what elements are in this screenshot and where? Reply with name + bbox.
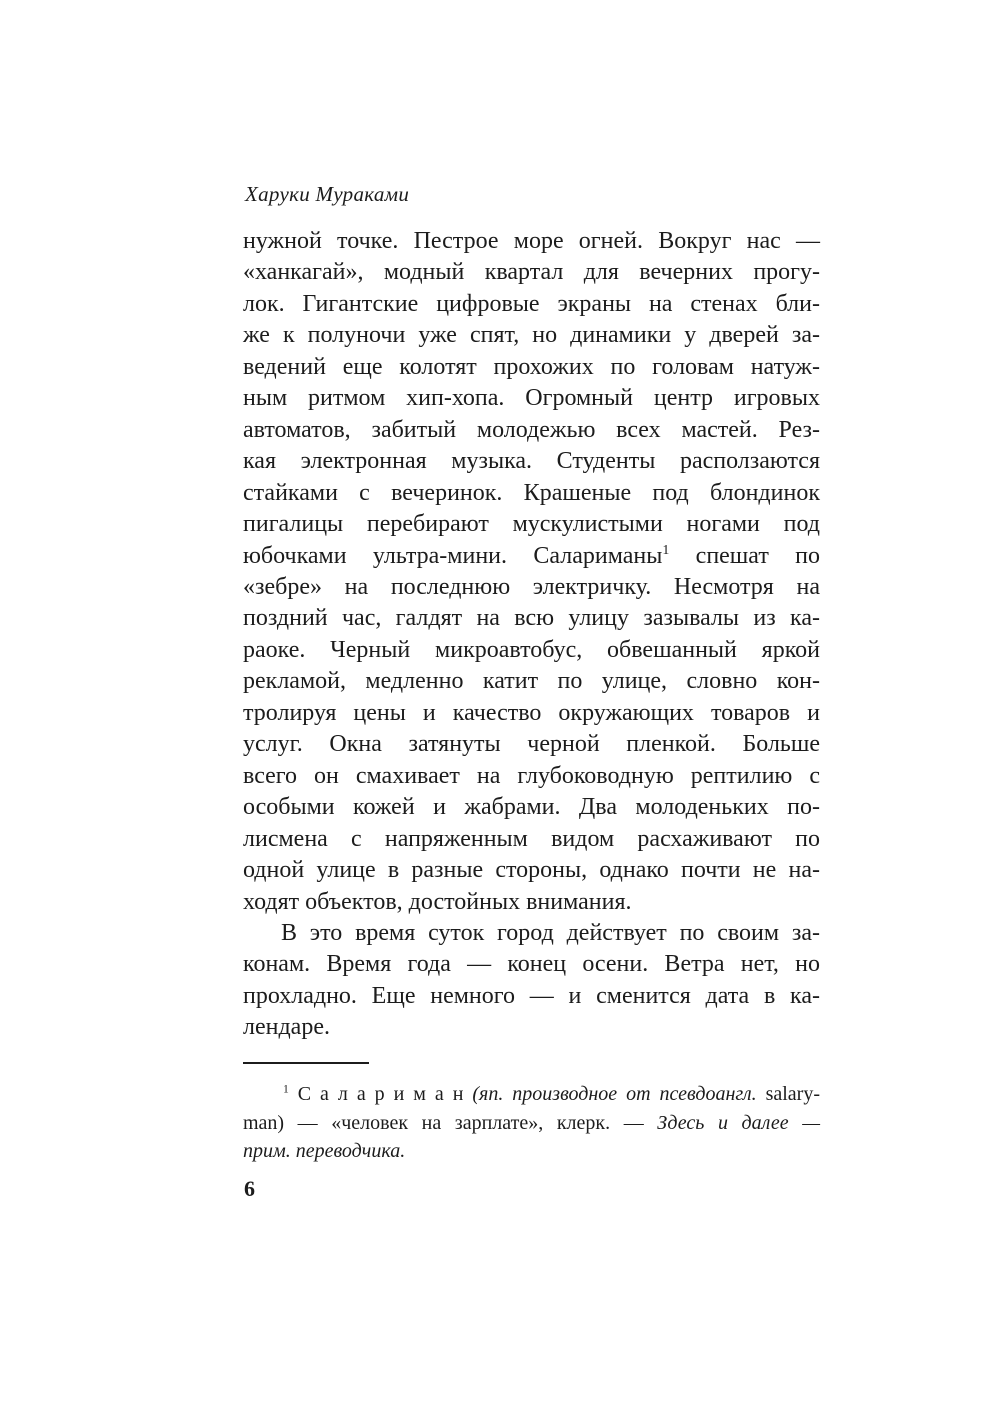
text-segment: ным ритмом хип-хопа. Огромный центр игровых <box>243 385 820 412</box>
text-line <box>243 352 820 383</box>
body-text-block <box>243 226 820 1044</box>
text-line <box>243 981 820 1012</box>
text-segment: же к полуночи уже спят, но динамики у дверей за- <box>243 322 820 349</box>
text-line <box>243 226 820 257</box>
text-segment: кая электронная музыка. Студенты расползаются <box>243 448 820 475</box>
text-segment: тролируя цены и качество окружающих товаров и <box>243 699 820 726</box>
text-segment: man) — «человек на зарплате», клерк. — <box>243 1111 658 1134</box>
text-line <box>243 792 820 823</box>
text-segment: стайками с вечеринок. Крашеные под блондинок <box>243 479 820 506</box>
text-segment: рекламой, медленно катит по улице, словно кон- <box>243 668 820 695</box>
text-segment: одной улице в разные стороны, однако почти не на- <box>243 857 820 884</box>
text-segment: особыми кожей и жабрами. Два молоденьких по- <box>243 794 820 821</box>
text-line <box>243 572 820 603</box>
footnote-block <box>243 1080 820 1166</box>
text-segment: ходят объектов, достойных внимания. <box>243 888 632 915</box>
text-line <box>243 698 820 729</box>
text-segment: пигалицы перебирают мускулистыми ногами под <box>243 511 820 538</box>
text-segment: С а л а р и м а н <box>288 1083 473 1105</box>
text-line <box>243 887 820 918</box>
text-line <box>243 824 820 855</box>
text-line <box>243 257 820 288</box>
text-segment: спешат по <box>669 542 820 569</box>
text-line <box>243 478 820 509</box>
text-segment: поздний час, галдят на всю улицу зазывалы из ка- <box>243 605 820 632</box>
text-line <box>243 603 820 634</box>
text-segment: прохладно. Еще немного — и сменится дата в ка- <box>243 982 820 1009</box>
text-segment: раоке. Черный микроавтобус, обвешанный яркой <box>243 636 820 663</box>
text-segment: salary- <box>756 1083 820 1105</box>
text-line <box>243 761 820 792</box>
text-segment: (яп. производное от псевдоангл. <box>472 1083 757 1105</box>
text-line <box>243 666 820 697</box>
text-segment: «зебре» на последнюю электричку. Несмотря на <box>243 573 820 600</box>
text-line <box>243 289 820 320</box>
text-segment: автоматов, забитый молодежью всех мастей. Рез- <box>243 416 820 443</box>
text-segment: прим. переводчика. <box>243 1140 406 1163</box>
running-head-author: Харуки Мураками <box>245 182 410 206</box>
text-line <box>243 415 820 446</box>
text-segment: услуг. Окна затянуты черной пленкой. Больше <box>243 731 820 758</box>
text-line <box>243 1109 820 1138</box>
text-segment: нужной точке. Пестрое море огней. Вокруг нас — <box>243 228 820 254</box>
text-line <box>243 383 820 414</box>
text-line <box>243 446 820 477</box>
text-line <box>243 855 820 886</box>
text-segment: Здесь и далее — <box>657 1111 820 1134</box>
text-line <box>243 1137 820 1166</box>
text-line <box>243 949 820 980</box>
text-line <box>243 1012 820 1043</box>
text-line <box>243 320 820 351</box>
text-line <box>243 635 820 666</box>
footnote-reference-superscript: 1 <box>283 1082 289 1096</box>
text-line <box>243 1080 820 1109</box>
text-line <box>243 918 820 949</box>
footnote-reference-superscript: 1 <box>662 542 670 558</box>
text-segment: лок. Гигантские цифровые экраны на стенах бли- <box>243 290 820 317</box>
text-line <box>243 509 820 540</box>
text-line <box>243 729 820 760</box>
page-number: 6 <box>244 1176 255 1201</box>
text-segment: юбочками ультра-мини. Салариманы <box>243 542 663 569</box>
text-segment: лисмена с напряженным видом расхаживают по <box>243 825 820 852</box>
text-segment: лендаре. <box>243 1014 330 1041</box>
text-segment: ведений еще колотят прохожих по головам натуж- <box>243 353 820 380</box>
footnote-separator-rule <box>243 1062 369 1064</box>
text-segment: всего он смахивает на глубоководную рептилию с <box>243 762 820 789</box>
text-line <box>243 541 820 572</box>
text-segment: В это время суток город действует по своим за- <box>281 919 820 946</box>
text-segment: «ханкагай», модный квартал для вечерних прогу- <box>243 259 820 286</box>
text-segment: конам. Время года — конец осени. Ветра нет, но <box>243 951 820 978</box>
